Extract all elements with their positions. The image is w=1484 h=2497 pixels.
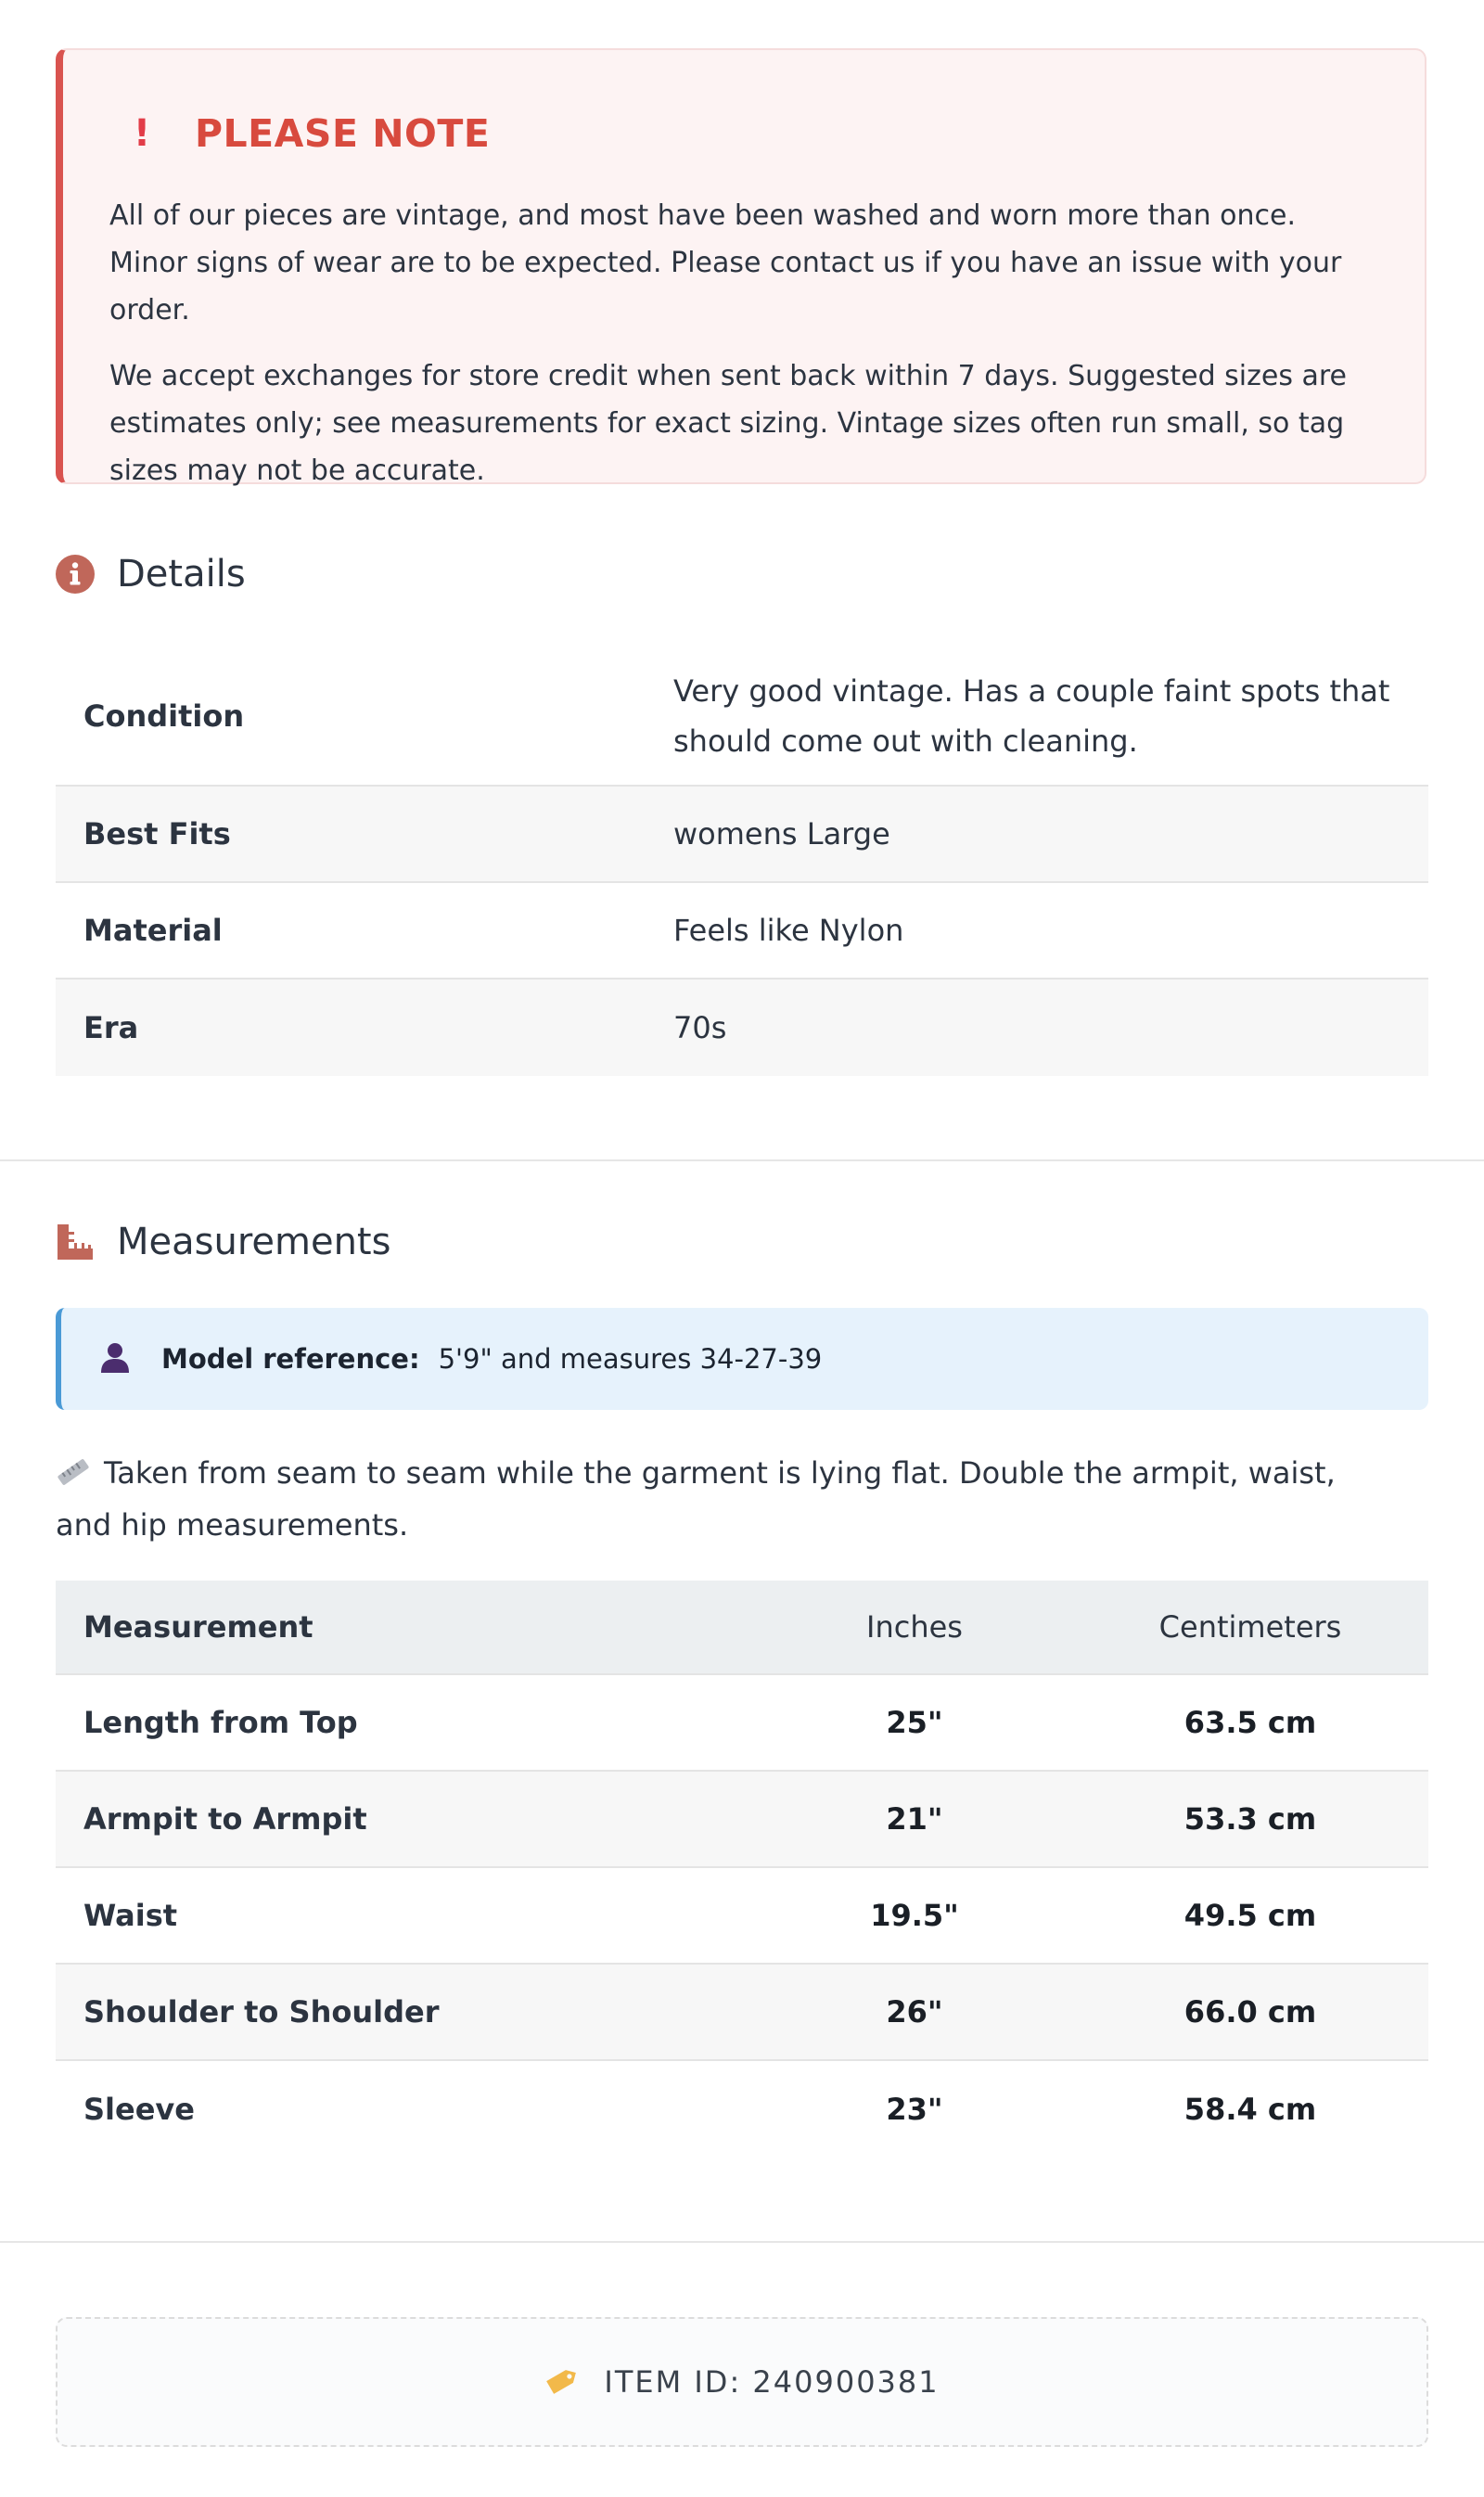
straight-ruler-icon <box>56 1453 91 1501</box>
measurement-cm: 49.5 cm <box>1183 1898 1317 1933</box>
measurement-name: Armpit to Armpit <box>83 1801 367 1837</box>
exclamation-icon: ! <box>133 112 151 155</box>
details-value: Very good vintage. Has a couple faint spots that should come out with cleaning. <box>673 673 1390 759</box>
table-row <box>56 2061 1428 2158</box>
section-divider <box>0 2241 1484 2243</box>
user-icon <box>98 1340 132 1377</box>
details-label: Material <box>83 913 223 948</box>
measurement-inches: 25" <box>886 1705 943 1740</box>
details-title: Details <box>117 553 246 595</box>
model-reference-value: 5'9" and measures 34-27-39 <box>438 1343 823 1375</box>
measurements-heading <box>56 1221 390 1263</box>
table-row <box>56 1868 1428 1965</box>
measurement-inches: 23" <box>886 2092 943 2127</box>
model-reference-box <box>56 1308 1428 1410</box>
details-value: Feels like Nylon <box>673 913 904 948</box>
details-label: Condition <box>83 698 245 734</box>
details-row-best-fits <box>56 787 1428 883</box>
ruler-icon <box>56 1223 95 1261</box>
details-label: Best Fits <box>83 816 231 852</box>
measurement-inches: 21" <box>886 1801 943 1837</box>
details-row-era <box>56 980 1428 1076</box>
measurement-name: Length from Top <box>83 1705 358 1740</box>
item-id-box <box>56 2317 1428 2447</box>
details-heading <box>56 553 246 595</box>
measurement-hint-text: Taken from seam to seam while the garment is lying flat. Double the armpit, waist, and hip measurements. <box>56 1455 1336 1543</box>
details-table <box>56 647 1428 1076</box>
measurement-hint <box>56 1449 1382 1549</box>
section-divider <box>0 1159 1484 1161</box>
info-icon <box>56 555 95 594</box>
measurement-cm: 58.4 cm <box>1183 2092 1317 2127</box>
table-row <box>56 1675 1428 1772</box>
column-header-inches: Inches <box>866 1609 963 1645</box>
measurement-name: Waist <box>83 1898 178 1933</box>
measurements-title: Measurements <box>117 1221 391 1263</box>
table-header-row <box>56 1581 1428 1675</box>
details-value: 70s <box>673 1010 727 1045</box>
measurement-name: Shoulder to Shoulder <box>83 1994 440 2030</box>
measurement-cm: 63.5 cm <box>1183 1705 1317 1740</box>
measurement-cm: 53.3 cm <box>1183 1801 1317 1837</box>
item-id-label: ITEM ID: 240900381 <box>604 2364 940 2400</box>
measurement-inches: 26" <box>886 1994 943 2030</box>
column-header-centimeters: Centimeters <box>1158 1609 1342 1645</box>
details-row-material <box>56 883 1428 980</box>
details-value: womens Large <box>673 816 890 852</box>
note-paragraph-2: We accept exchanges for store credit when sent back within 7 days. Suggested sizes are estimates only; see measurements for exact sizing. Vintage sizes often run small, so tag sizes may not be accurate. <box>109 360 1348 487</box>
measurement-name: Sleeve <box>83 2092 195 2127</box>
note-title: PLEASE NOTE <box>195 111 491 156</box>
details-row-condition <box>56 647 1428 787</box>
measurement-cm: 66.0 cm <box>1183 1994 1317 2030</box>
tag-icon <box>544 2364 582 2400</box>
model-reference-label: Model reference: <box>161 1343 420 1375</box>
measurements-table <box>56 1581 1428 2158</box>
details-label: Era <box>83 1010 139 1045</box>
table-row <box>56 1965 1428 2061</box>
please-note-box <box>56 48 1426 487</box>
column-header-measurement: Measurement <box>83 1609 313 1645</box>
table-row <box>56 1772 1428 1868</box>
note-header <box>109 101 1378 166</box>
measurement-inches: 19.5" <box>870 1898 959 1933</box>
note-paragraph-1: All of our pieces are vintage, and most have been washed and worn more than once. Minor signs of wear are to be expected. Please contact us if you have an issue with your order. <box>109 199 1342 327</box>
